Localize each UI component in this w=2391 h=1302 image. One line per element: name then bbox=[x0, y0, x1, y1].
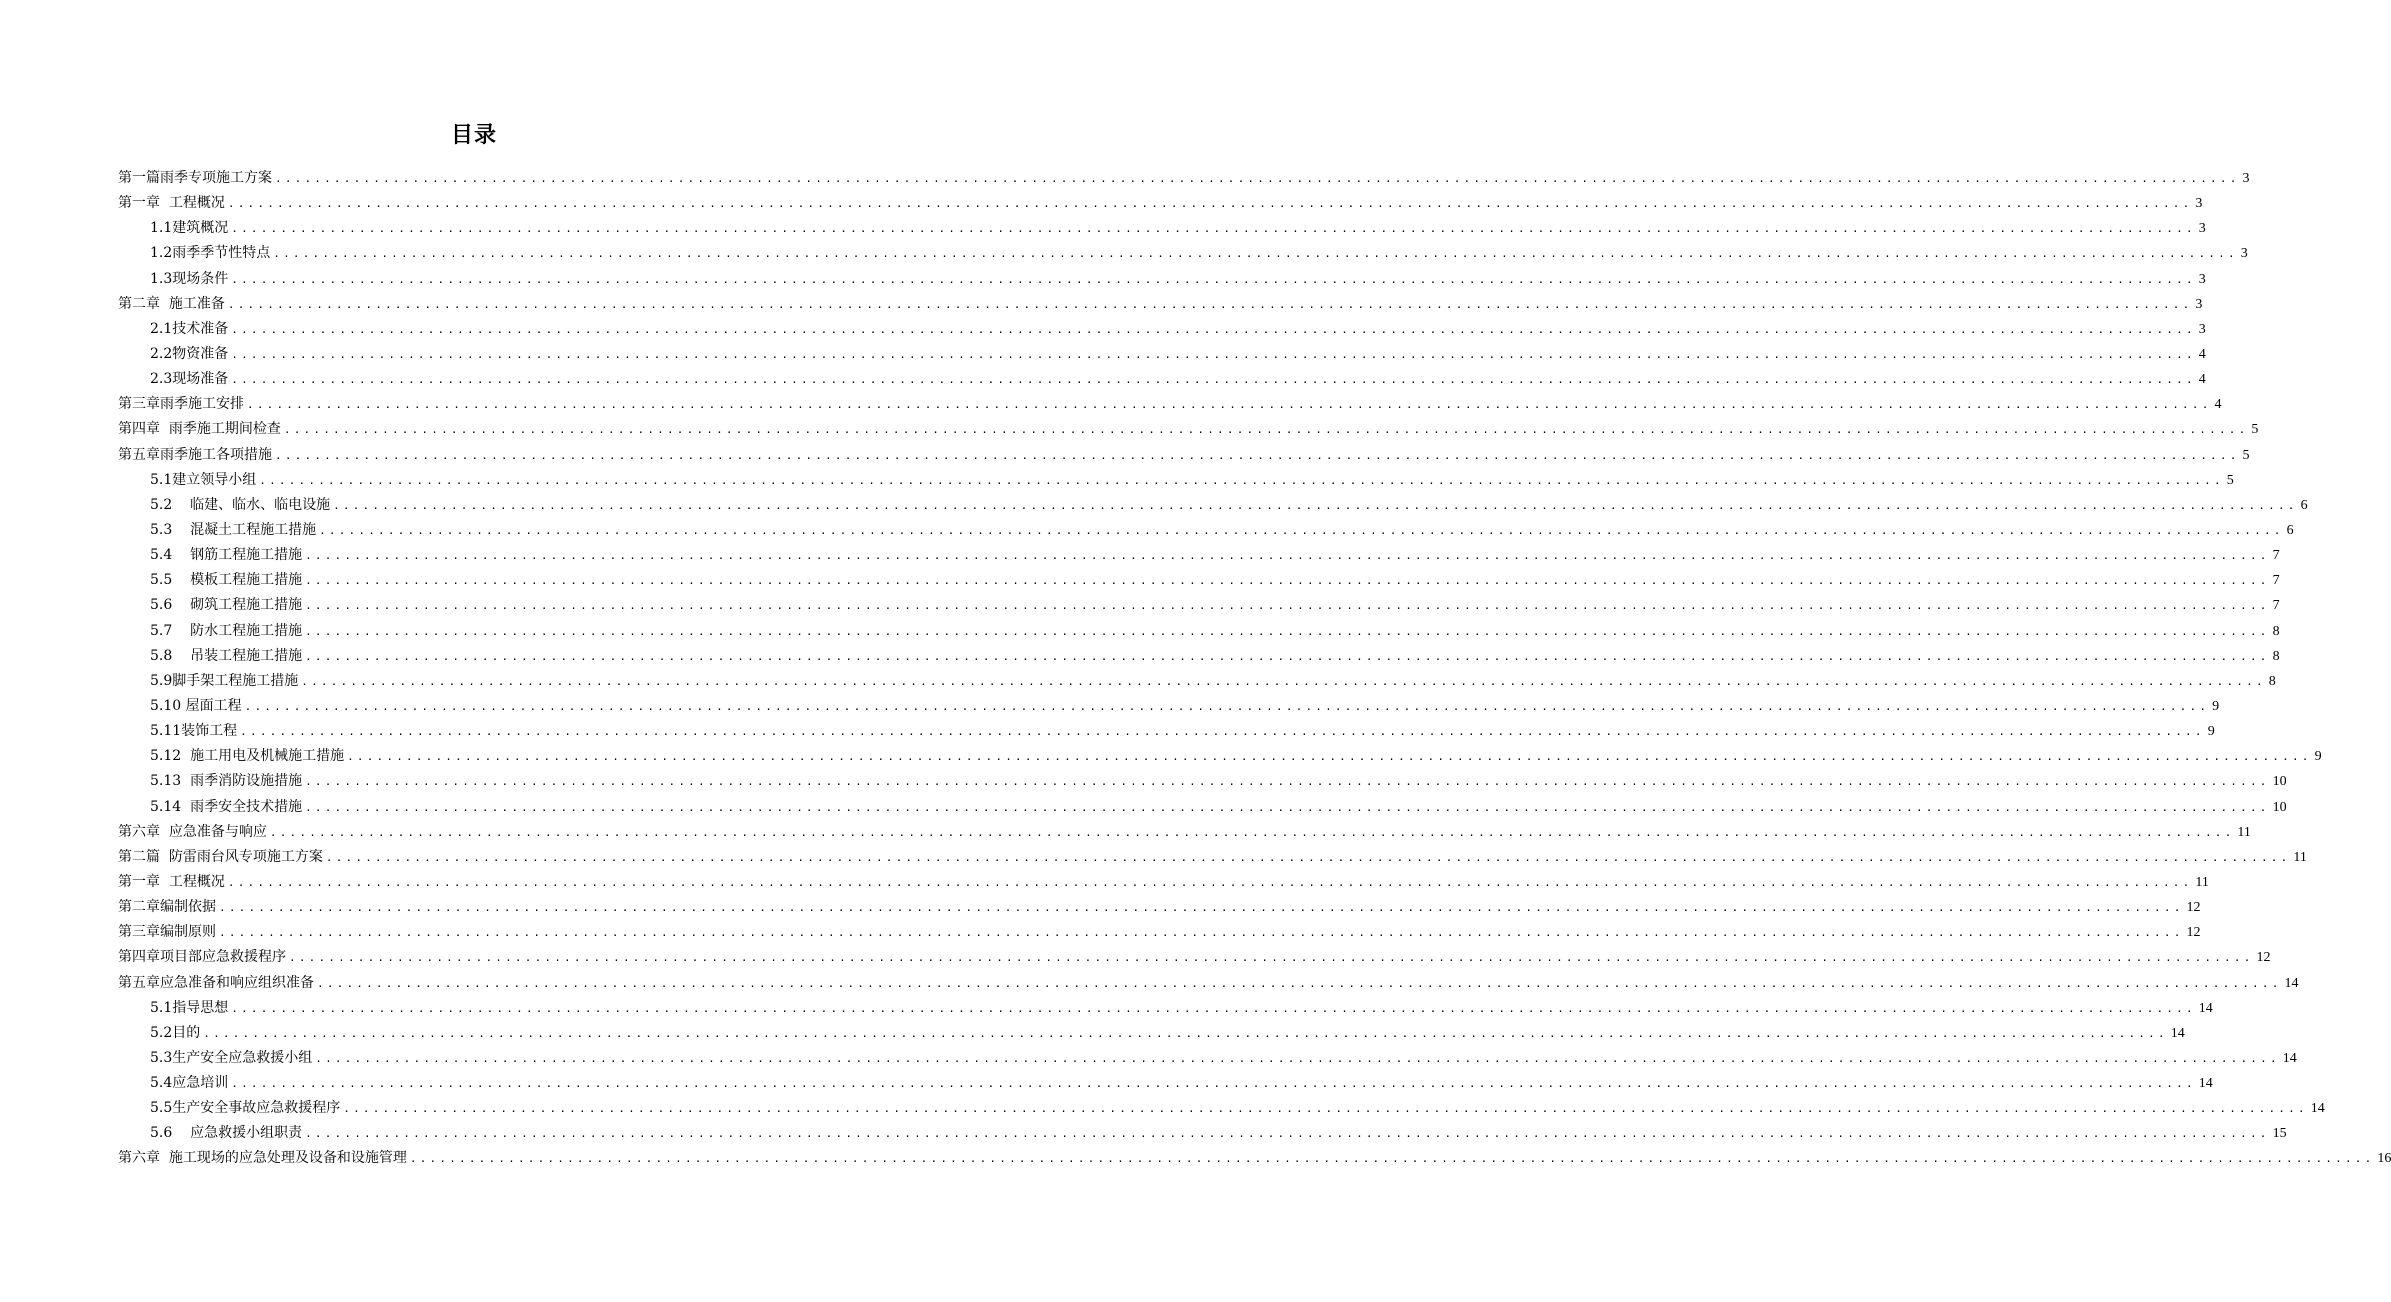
toc-entry-text: 第四章项目部应急救援程序 bbox=[118, 949, 286, 966]
toc-entry-text: 第六章 应急准备与响应 bbox=[118, 823, 267, 840]
dot-leader: ........................................................................................................................................................................................................ bbox=[231, 373, 2196, 387]
dot-leader: ........................................................................................................................................................................................................ bbox=[319, 523, 2284, 537]
toc-entry-text: 5.12 施工用电及机械施工措施 bbox=[150, 748, 345, 765]
toc-entry-page: 5 bbox=[2242, 447, 2250, 463]
toc-entry-text: 第一章 工程概况 bbox=[118, 195, 225, 212]
dot-leader: ........................................................................................................................................................................................................ bbox=[333, 498, 2298, 512]
toc-entry-page: 11 bbox=[2293, 849, 2307, 865]
toc-entry[interactable] bbox=[118, 769, 2287, 794]
toc-entry[interactable] bbox=[118, 1096, 2325, 1121]
toc-entry[interactable] bbox=[118, 1121, 2287, 1146]
dot-leader: ........................................................................................................................................................................................................ bbox=[343, 1102, 2308, 1116]
dot-leader: ........................................................................................................................................................................................................ bbox=[273, 247, 2238, 261]
toc-entry[interactable] bbox=[118, 292, 2203, 317]
toc-entry-text: 5.2 临建、临水、临电设施 bbox=[150, 496, 331, 513]
toc-entry-text: 5.3生产安全应急救援小组 bbox=[150, 1049, 313, 1066]
toc-entry-page: 6 bbox=[2286, 522, 2294, 538]
toc-entry-text: 5.6 砌筑工程施工措施 bbox=[150, 597, 303, 614]
toc-entry-page: 14 bbox=[2198, 1000, 2213, 1016]
toc-entry-text: 第四章 雨季施工期间检查 bbox=[118, 421, 281, 438]
toc-entry-text: 5.1建立领导小组 bbox=[150, 471, 257, 488]
toc-entry[interactable] bbox=[118, 543, 2280, 568]
toc-entry-page: 3 bbox=[2242, 171, 2250, 186]
dot-leader: ........................................................................................................................................................................................................ bbox=[231, 272, 2196, 286]
toc-entry[interactable] bbox=[118, 317, 2206, 342]
dot-leader: ........................................................................................................................................................................................................ bbox=[231, 222, 2196, 236]
dot-leader: ........................................................................................................................................................................................................ bbox=[283, 423, 2249, 437]
dot-leader: ........................................................................................................................................................................................................ bbox=[289, 951, 2254, 965]
toc-entry-text: 第一章 工程概况 bbox=[118, 873, 225, 890]
dot-leader: ........................................................................................................................................................................................................ bbox=[317, 976, 2282, 990]
toc-entry-page: 5 bbox=[2251, 422, 2259, 438]
toc-entry-page: 16 bbox=[2377, 1151, 2391, 1167]
toc-entry[interactable] bbox=[118, 845, 2307, 870]
toc-entry[interactable] bbox=[118, 870, 2209, 895]
toc-entry[interactable] bbox=[118, 191, 2203, 216]
toc-entry-text: 2.3现场准备 bbox=[150, 371, 229, 388]
toc-entry-text: 5.10 屋面工程 bbox=[150, 697, 242, 714]
toc-entry-page: 3 bbox=[2198, 321, 2206, 337]
toc-entry-text: 5.2目的 bbox=[150, 1024, 201, 1041]
toc-entry[interactable] bbox=[118, 644, 2280, 669]
dot-leader: ........................................................................................................................................................................................................ bbox=[231, 1001, 2196, 1015]
toc-entry-page: 3 bbox=[2240, 246, 2248, 262]
toc-entry-page: 3 bbox=[2198, 221, 2206, 237]
toc-entry[interactable] bbox=[118, 971, 2299, 996]
dot-leader: ........................................................................................................................................................................................................ bbox=[269, 825, 2235, 839]
toc-entry[interactable] bbox=[118, 216, 2206, 241]
toc-entry-page: 14 bbox=[2284, 975, 2299, 991]
toc-entry-text: 5.11装饰工程 bbox=[150, 723, 238, 740]
toc-entry[interactable] bbox=[118, 1071, 2213, 1096]
dot-leader: ........................................................................................................................................................................................................ bbox=[259, 473, 2224, 487]
toc-entry[interactable] bbox=[118, 669, 2276, 694]
toc-entry-page: 11 bbox=[2237, 824, 2251, 840]
dot-leader: ........................................................................................................................................................................................................ bbox=[219, 926, 2184, 940]
toc-entry-text: 第一篇雨季专项施工方案 bbox=[118, 170, 272, 186]
toc-entry-text: 第二章 施工准备 bbox=[118, 295, 225, 312]
toc-entry[interactable] bbox=[118, 1046, 2297, 1071]
dot-leader: ........................................................................................................................................................................................................ bbox=[305, 649, 2270, 663]
dot-leader: ........................................................................................................................................................................................................ bbox=[305, 549, 2270, 563]
toc-entry[interactable] bbox=[118, 367, 2206, 392]
toc-entry[interactable] bbox=[118, 795, 2287, 820]
toc-entry-page: 12 bbox=[2256, 950, 2271, 966]
dot-leader: ........................................................................................................................................................................................................ bbox=[227, 875, 2193, 889]
toc-entry-text: 第二篇 防雷雨台风专项施工方案 bbox=[118, 848, 323, 865]
toc-entry[interactable] bbox=[118, 945, 2271, 970]
dot-leader: ........................................................................................................................................................................................................ bbox=[315, 1051, 2280, 1065]
toc-entry[interactable] bbox=[118, 593, 2280, 618]
toc-entry[interactable] bbox=[118, 241, 2248, 266]
toc-entry-page: 14 bbox=[2310, 1101, 2325, 1117]
toc-entry[interactable] bbox=[118, 744, 2322, 769]
dot-leader: ........................................................................................................................................................................................................ bbox=[231, 347, 2196, 361]
toc-entry-page: 15 bbox=[2272, 1126, 2287, 1142]
toc-entry-page: 14 bbox=[2170, 1025, 2185, 1041]
toc-entry[interactable] bbox=[118, 694, 2220, 719]
dot-leader: ........................................................................................................................................................................................................ bbox=[219, 901, 2184, 915]
toc-entry-page: 4 bbox=[2198, 346, 2206, 362]
dot-leader: ........................................................................................................................................................................................................ bbox=[347, 750, 2312, 764]
dot-leader: ........................................................................................................................................................................................................ bbox=[301, 674, 2266, 688]
dot-leader: ........................................................................................................................................................................................................ bbox=[409, 1152, 2375, 1166]
toc-entry-page: 4 bbox=[2198, 372, 2206, 388]
toc-entry-text: 第三章雨季施工安排 bbox=[118, 396, 244, 413]
toc-entry[interactable] bbox=[118, 619, 2280, 644]
toc-entry[interactable] bbox=[118, 267, 2206, 292]
toc-entry-text: 5.4 钢筋工程施工措施 bbox=[150, 547, 303, 564]
dot-leader: ........................................................................................................................................................................................................ bbox=[325, 850, 2291, 864]
toc-entry-page: 6 bbox=[2300, 497, 2308, 513]
table-of-contents bbox=[118, 166, 2391, 1172]
dot-leader: ........................................................................................................................................................................................................ bbox=[305, 1127, 2270, 1141]
toc-entry-text: 5.13 雨季消防设施措施 bbox=[150, 773, 303, 790]
toc-entry-page: 5 bbox=[2226, 472, 2234, 488]
toc-title: 目录 bbox=[450, 122, 497, 148]
dot-leader: ........................................................................................................................................................................................................ bbox=[305, 599, 2270, 613]
toc-entry[interactable] bbox=[118, 166, 2250, 191]
toc-entry-page: 8 bbox=[2268, 673, 2276, 689]
toc-entry[interactable] bbox=[118, 1146, 2391, 1171]
toc-entry-text: 2.2物资准备 bbox=[150, 345, 229, 362]
toc-entry-text: 5.14 雨季安全技术措施 bbox=[150, 798, 303, 815]
toc-entry[interactable] bbox=[118, 518, 2294, 543]
dot-leader: ........................................................................................................................................................................................................ bbox=[231, 322, 2196, 336]
toc-entry-text: 5.6 应急救援小组职责 bbox=[150, 1125, 303, 1142]
toc-entry-text: 第二章编制依据 bbox=[118, 899, 216, 916]
toc-entry[interactable] bbox=[118, 719, 2215, 744]
toc-entry-text: 1.1建筑概况 bbox=[150, 220, 229, 237]
toc-entry-text: 5.4应急培训 bbox=[150, 1075, 229, 1092]
toc-entry-page: 9 bbox=[2207, 724, 2215, 740]
toc-entry[interactable] bbox=[118, 443, 2250, 468]
toc-entry[interactable] bbox=[118, 920, 2201, 945]
toc-entry-text: 5.5 模板工程施工措施 bbox=[150, 572, 303, 589]
toc-entry-page: 7 bbox=[2272, 573, 2280, 589]
toc-entry-text: 第五章应急准备和响应组织准备 bbox=[118, 974, 314, 991]
toc-entry[interactable] bbox=[118, 468, 2234, 493]
dot-leader: ........................................................................................................................................................................................................ bbox=[305, 800, 2270, 814]
toc-entry-page: 3 bbox=[2198, 271, 2206, 287]
toc-entry-text: 2.1技术准备 bbox=[150, 320, 229, 337]
toc-entry[interactable] bbox=[118, 392, 2222, 417]
toc-entry-text: 第六章 施工现场的应急处理及设备和设施管理 bbox=[118, 1150, 407, 1167]
dot-leader: ........................................................................................................................................................................................................ bbox=[231, 1077, 2196, 1091]
toc-entry-page: 8 bbox=[2272, 623, 2280, 639]
toc-entry-page: 9 bbox=[2314, 749, 2322, 765]
toc-entry-page: 8 bbox=[2272, 648, 2280, 664]
toc-entry-text: 第五章雨季施工各项措施 bbox=[118, 446, 272, 463]
toc-entry[interactable] bbox=[118, 342, 2206, 367]
toc-entry-page: 14 bbox=[2198, 1076, 2213, 1092]
toc-entry[interactable] bbox=[118, 895, 2201, 920]
toc-entry-text: 5.8 吊装工程施工措施 bbox=[150, 647, 303, 664]
toc-entry[interactable] bbox=[118, 568, 2280, 593]
toc-entry[interactable] bbox=[118, 996, 2213, 1021]
toc-entry-page: 14 bbox=[2282, 1050, 2297, 1066]
dot-leader: ........................................................................................................................................................................................................ bbox=[305, 624, 2270, 638]
dot-leader: ........................................................................................................................................................................................................ bbox=[240, 725, 2205, 739]
toc-entry-page: 7 bbox=[2272, 548, 2280, 564]
toc-entry-text: 5.3 混凝土工程施工措施 bbox=[150, 521, 317, 538]
toc-entry-page: 3 bbox=[2195, 196, 2203, 212]
toc-entry-page: 3 bbox=[2195, 296, 2203, 312]
dot-leader: ........................................................................................................................................................................................................ bbox=[275, 448, 2240, 462]
toc-entry-text: 5.5生产安全事故应急救援程序 bbox=[150, 1100, 341, 1117]
dot-leader: ........................................................................................................................................................................................................ bbox=[203, 1026, 2168, 1040]
toc-entry[interactable] bbox=[118, 1021, 2185, 1046]
toc-entry-page: 12 bbox=[2186, 900, 2201, 916]
dot-leader: ........................................................................................................................................................................................................ bbox=[227, 197, 2193, 211]
toc-entry-page: 10 bbox=[2272, 799, 2287, 815]
dot-leader: ........................................................................................................................................................................................................ bbox=[305, 775, 2270, 789]
toc-entry-page: 11 bbox=[2195, 874, 2209, 890]
dot-leader: ........................................................................................................................................................................................................ bbox=[244, 699, 2210, 713]
toc-entry[interactable] bbox=[118, 493, 2308, 518]
toc-entry-page: 12 bbox=[2186, 925, 2201, 941]
dot-leader: ........................................................................................................................................................................................................ bbox=[227, 297, 2193, 311]
toc-entry-text: 1.2雨季季节性特点 bbox=[150, 245, 271, 262]
toc-entry-text: 5.7 防水工程施工措施 bbox=[150, 622, 303, 639]
toc-entry[interactable] bbox=[118, 417, 2259, 442]
toc-entry-page: 9 bbox=[2212, 698, 2220, 714]
toc-entry-text: 1.3现场条件 bbox=[150, 270, 229, 287]
toc-entry-page: 7 bbox=[2272, 598, 2280, 614]
dot-leader: ........................................................................................................................................................................................................ bbox=[247, 398, 2212, 412]
toc-entry-text: 5.1指导思想 bbox=[150, 999, 229, 1016]
toc-entry-page: 4 bbox=[2214, 397, 2222, 413]
toc-entry[interactable] bbox=[118, 820, 2251, 845]
toc-entry-text: 第三章编制原则 bbox=[118, 924, 216, 941]
toc-entry-page: 10 bbox=[2272, 774, 2287, 790]
toc-entry-text: 5.9脚手架工程施工措施 bbox=[150, 672, 299, 689]
dot-leader: ........................................................................................................................................................................................................ bbox=[275, 172, 2240, 185]
dot-leader: ........................................................................................................................................................................................................ bbox=[305, 574, 2270, 588]
